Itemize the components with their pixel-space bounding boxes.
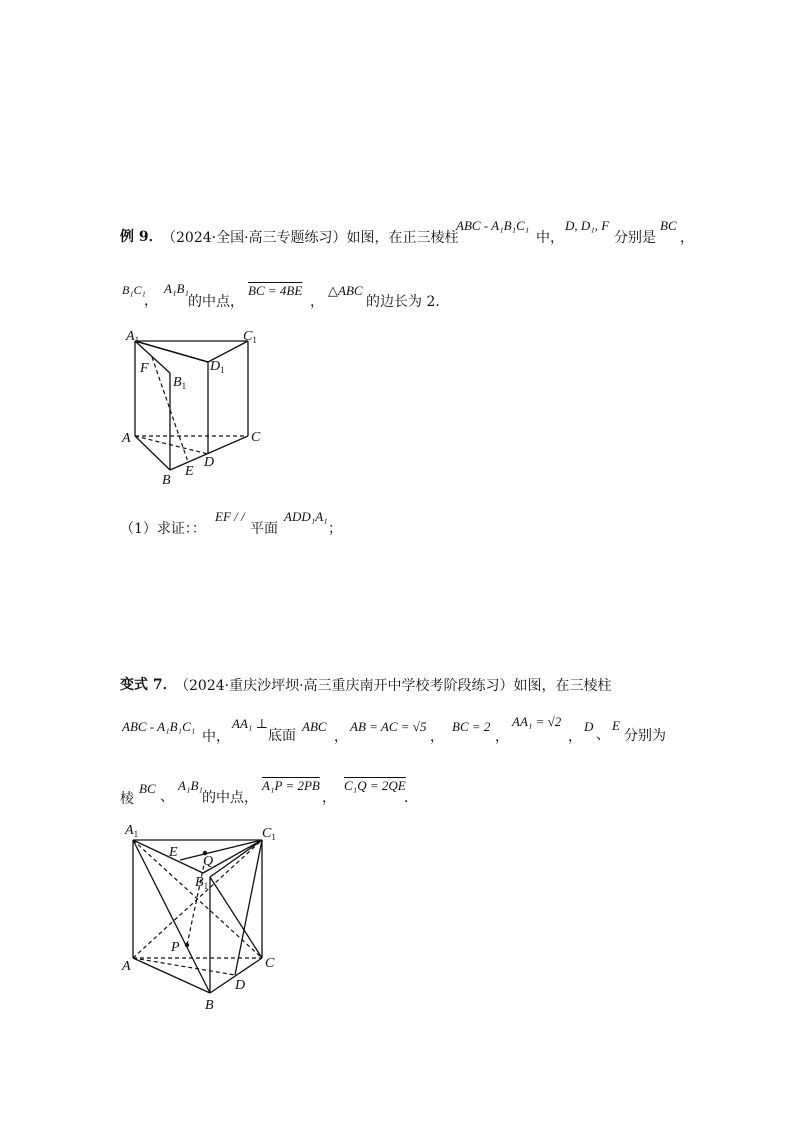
text-plane: 平面: [250, 521, 278, 537]
text-zhong: 中，: [536, 230, 564, 246]
text-zhong: 中，: [202, 729, 230, 745]
semicolon: ；: [328, 521, 342, 537]
figure-prism-1: [110, 320, 280, 490]
label-C1: $C_1$: [262, 826, 276, 842]
text-midpoint: 的中点，: [202, 790, 258, 806]
variant-label: 变式 7．: [120, 677, 177, 693]
segment-a1b1: A₁B₁: [178, 778, 203, 793]
problem-source: （2024·重庆沙坪坝·高三重庆南开中学校考阶段练习）如图，在三棱柱: [175, 678, 612, 694]
point-p-dot: [185, 943, 189, 947]
comma: ，: [334, 729, 348, 745]
text-edge-length: 的边长为 2．: [366, 294, 450, 310]
plane-add1a1: ADD₁A₁: [284, 509, 328, 524]
label-D: D: [204, 455, 215, 470]
aa1-perp: AA₁ ⊥: [232, 716, 268, 731]
label-C: C: [251, 430, 261, 445]
text-fenbie: 分别为: [624, 728, 666, 744]
vector-c1q: C₁Q = 2QE: [344, 778, 406, 793]
base-abc: ABC: [302, 719, 327, 734]
text-fenbie: 分别是: [614, 230, 656, 246]
comma: ，: [310, 294, 324, 310]
point-d: D: [584, 719, 594, 734]
label-B1: $B_1$: [195, 875, 209, 891]
label-E: E: [169, 845, 178, 860]
segment-bc: BC: [139, 781, 156, 796]
point-e: E: [612, 718, 620, 733]
label-E: E: [185, 464, 194, 479]
label-C1: $C_1$: [243, 329, 257, 345]
label-B1: $B_1$: [173, 375, 187, 391]
prism-name: ABC - A₁B₁C₁: [122, 719, 196, 734]
ab-equals-ac: AB = AC = √5: [350, 719, 427, 734]
prism-name: ABC - A₁B₁C₁: [456, 218, 530, 233]
segment-b1c1: B₁C₁: [122, 283, 146, 297]
figure-prism-2: [110, 815, 290, 1015]
comma: ，: [430, 729, 444, 745]
label-D: D: [235, 978, 246, 993]
period: ．: [404, 790, 418, 806]
label-B: B: [205, 998, 214, 1013]
comma: ，: [568, 729, 582, 745]
points-list: D, D₁, F: [565, 218, 610, 233]
segment-bc: BC: [660, 218, 677, 233]
comma: ，: [495, 729, 509, 745]
comma: ，: [680, 230, 694, 246]
line-ef-parallel: EF / /: [215, 509, 245, 524]
label-D1: $D_1$: [210, 359, 225, 375]
text-midpoint: 的中点，: [188, 294, 244, 310]
vector-equation: BC = 4BE: [248, 283, 303, 298]
comma: ，: [144, 293, 158, 309]
vector-a1p: A₁P = 2PB: [262, 778, 320, 793]
label-C: C: [265, 956, 275, 971]
label-A: A: [122, 431, 131, 446]
text-leng: 棱: [120, 791, 134, 807]
bc-equals-2: BC = 2: [452, 719, 491, 734]
label-F: F: [140, 361, 149, 376]
label-B: B: [162, 473, 171, 488]
question-label: （1）求证：：: [120, 521, 206, 537]
problem-source: （2024·全国·高三专题练习）如图，在正三棱柱: [162, 230, 459, 246]
label-Q: Q: [203, 854, 214, 869]
label-A1: $A_1$: [125, 823, 139, 839]
example-label: 例 9．: [120, 229, 163, 245]
label-P: P: [171, 940, 180, 955]
dun-mark: 、: [596, 727, 610, 743]
text-base: 底面: [268, 728, 296, 744]
label-A1: $A_1$: [126, 329, 140, 345]
aa1-equals-sqrt2: AA₁ = √2: [512, 714, 562, 729]
label-A: A: [122, 959, 131, 974]
dun-mark: 、: [160, 789, 174, 805]
triangle-abc: △ABC: [328, 283, 363, 298]
segment-a1b1: A₁B₁: [164, 281, 189, 296]
comma: ，: [322, 790, 336, 806]
